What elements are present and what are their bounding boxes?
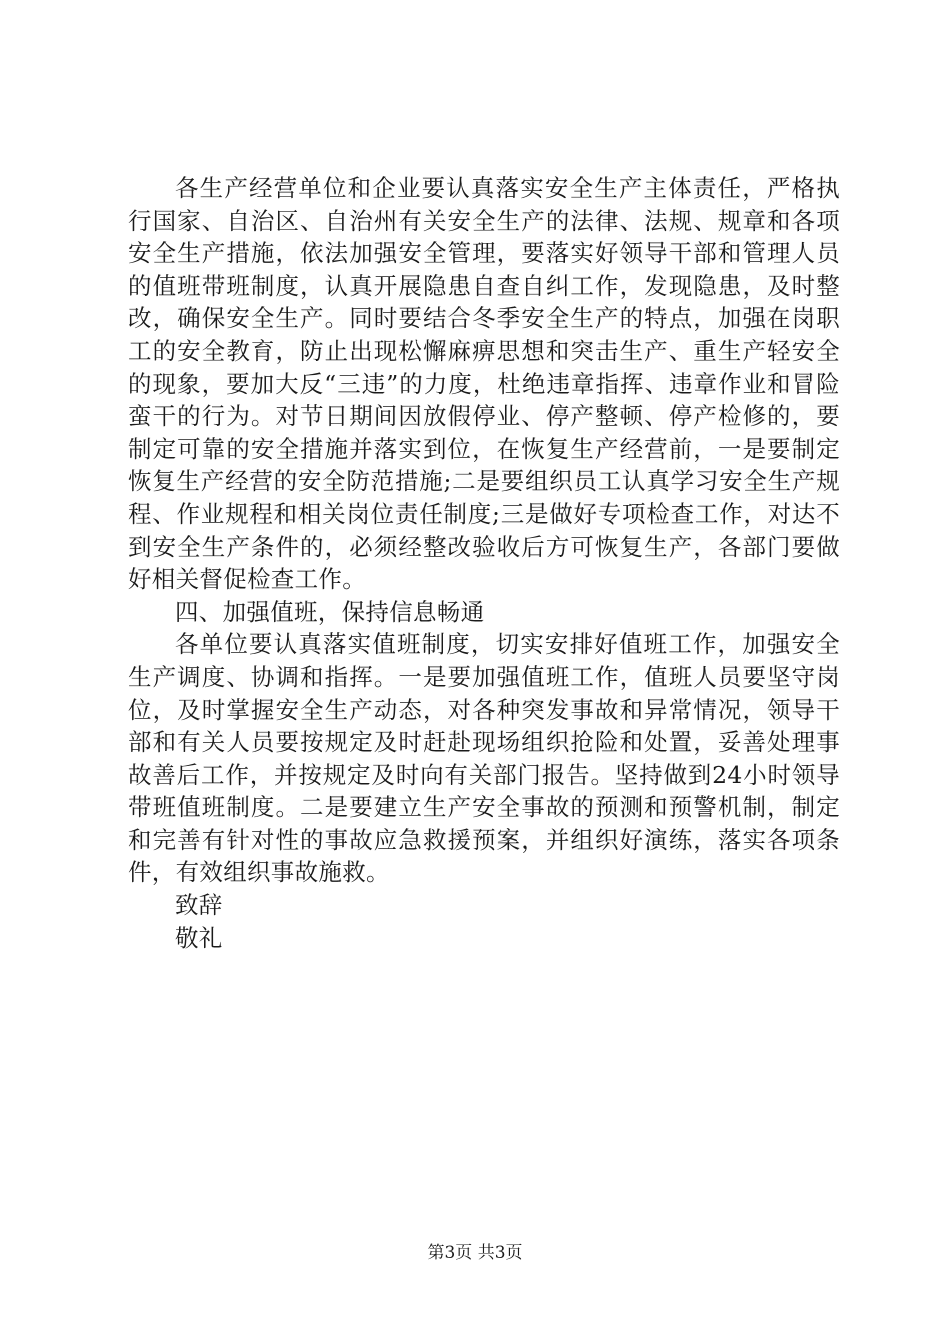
body-paragraph-duty-system: 各单位要认真落实值班制度，切实安排好值班工作，加强安全生产调度、协调和指挥。一是要加强值班工作，值班人员要坚守岗位，及时掌握安全生产动态，对各种突发事故和异常情况，领导干部和有关人员要按规定及时赶赴现场组织抢险和处置，妥善处理事故善后工作，并按规定及时向有关部门报告。坚持做到24小时领导带班值班制度。二是要建立生产安全事故的预测和预警机制，制定和完善有针对性的事故应急救援预案，并组织好演练，落实各项条件，有效组织事故施救。 [128,630,840,887]
document-body [128,172,840,954]
body-paragraph-safety-responsibility: 各生产经营单位和企业要认真落实安全生产主体责任，严格执行国家、自治区、自治州有关安全生产的法律、法规、规章和各项安全生产措施，依法加强安全管理，要落实好领导干部和管理人员的值班带班制度，认真开展隐患自查自纠工作，发现隐患，及时整改，确保安全生产。同时要结合冬季安全生产的特点，加强在岗职工的安全教育，防止出现松懈麻痹思想和突击生产、重生产轻安全的现象，要加大反“三违”的力度，杜绝违章指挥、违章作业和冒险蛮干的行为。对节日期间因放假停业、停产整顿、停产检修的，要制定可靠的安全措施并落实到位，在恢复生产经营前，一是要制定恢复生产经营的安全防范措施;二是要组织员工认真学习安全生产规程、作业规程和相关岗位责任制度;三是做好专项检查工作，对达不到安全生产条件的，必须经整改验收后方可恢复生产，各部门要做好相关督促检查工作。 [128,174,840,594]
section-heading-duty: 四、加强值班，保持信息畅通 [175,597,485,626]
closing-line-speech: 致辞 [175,891,223,920]
page-footer: 第3页 共3页 [427,1243,523,1263]
closing-line-salute: 敬礼 [175,923,223,952]
